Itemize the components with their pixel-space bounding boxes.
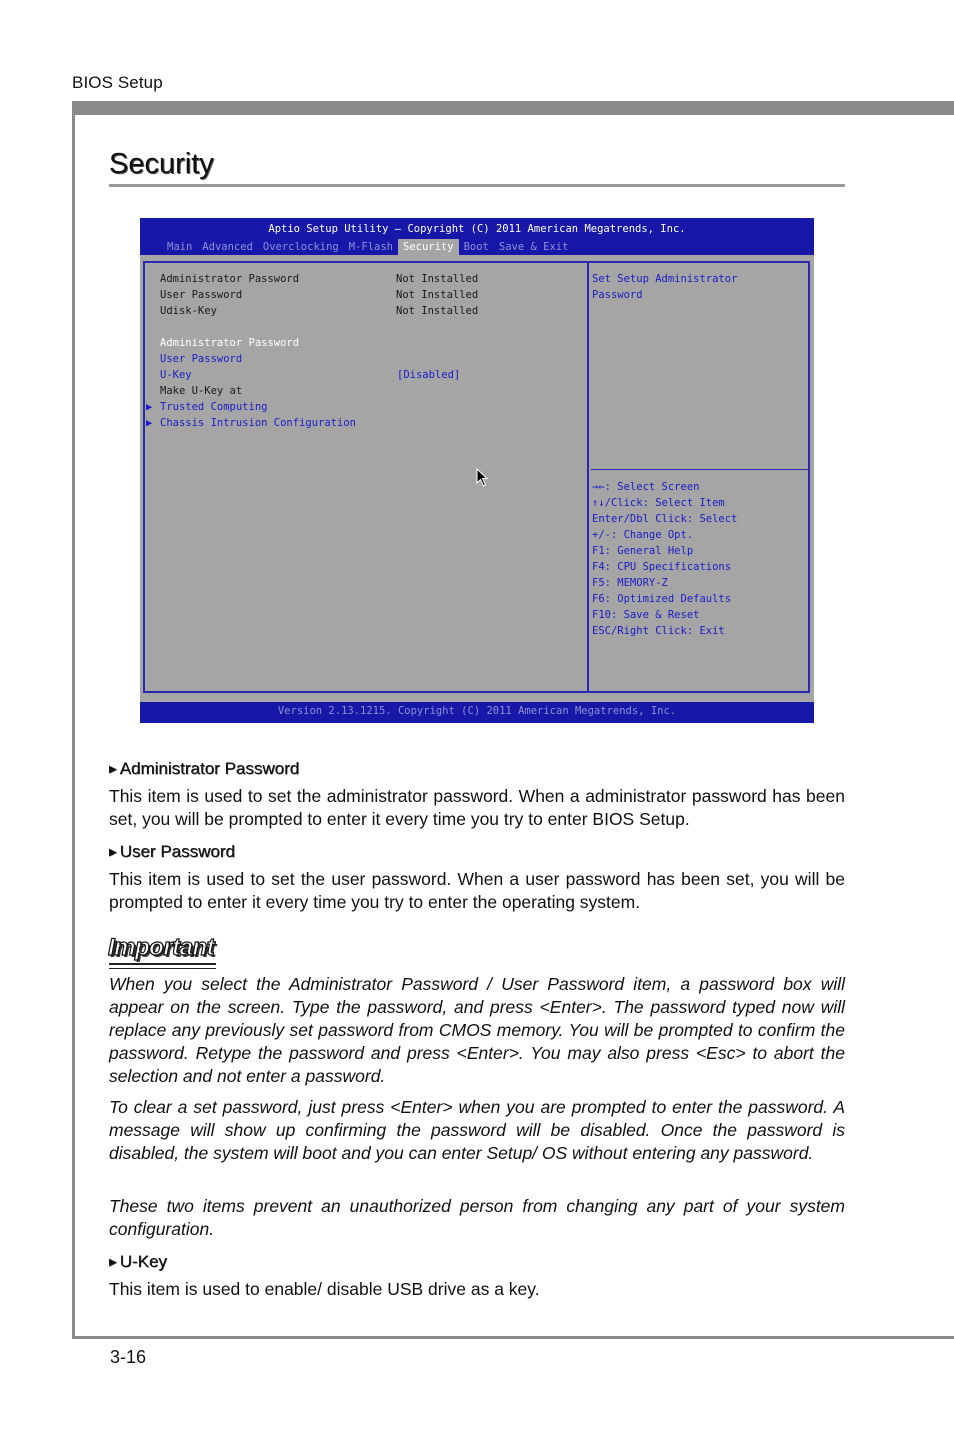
key-help-line: →←: Select Screen bbox=[592, 481, 700, 493]
item-heading-user: ▶ User Password bbox=[109, 842, 235, 861]
help-text-line: Set Setup Administrator bbox=[592, 273, 738, 285]
status-value-udisk: Not Installed bbox=[396, 305, 479, 317]
key-help-line: +/-: Change Opt. bbox=[592, 529, 694, 541]
key-help-line: F10: Save & Reset bbox=[592, 609, 700, 621]
option-ukey-value[interactable]: [Disabled] bbox=[397, 369, 461, 381]
tab-save-exit[interactable]: Save & Exit bbox=[498, 241, 569, 253]
running-header: BIOS Setup bbox=[72, 73, 163, 92]
bios-screenshot bbox=[140, 218, 814, 723]
tab-overclocking[interactable]: Overclocking bbox=[262, 241, 339, 253]
title-underline bbox=[109, 184, 845, 187]
important-underline bbox=[109, 968, 216, 969]
item-text-ukey: This item is used to enable/ disable USB drive as a key. bbox=[109, 1279, 540, 1299]
important-paragraph: To clear a set password, just press <Enter> when you are prompted to enter the password. A message will show up confirming the password will be disabled. Once the password is disabled, the system will boot and you can enter Setup/ OS without entering any password. bbox=[109, 1097, 845, 1163]
key-help-line: ↑↓/Click: Select Item bbox=[592, 497, 725, 509]
important-paragraph: When you select the Administrator Password / User Password item, a password box will appear on the screen. Type the password, and press <Enter>. The password typed now will replace any previously set password from CMOS memory. You will be prompted to confirm the password. Retype the password and press <Enter>. You may also press <Esc> to abort the selection and not enter a password. bbox=[109, 974, 845, 1086]
page-number: 3-16 bbox=[110, 1347, 147, 1367]
key-help-line: F5: MEMORY-Z bbox=[592, 577, 668, 589]
important-underline bbox=[109, 963, 216, 965]
bios-menu-bar bbox=[162, 239, 573, 255]
footer-rule bbox=[72, 1336, 954, 1339]
bullet-triangle-icon: ▶ bbox=[109, 764, 117, 775]
tab-m-flash[interactable]: M-Flash bbox=[348, 241, 393, 253]
bios-panel-divider bbox=[587, 261, 589, 693]
header-bar bbox=[72, 101, 954, 115]
submenu-arrow-icon: ▶ bbox=[146, 401, 153, 413]
option-admin-password[interactable]: Administrator Password bbox=[160, 337, 300, 349]
status-value-user: Not Installed bbox=[396, 289, 479, 301]
item-heading-ukey: ▶ U-Key bbox=[109, 1252, 167, 1271]
bios-status-bar bbox=[140, 702, 814, 723]
key-help-line: F6: Optimized Defaults bbox=[592, 593, 732, 605]
help-text-line: Password bbox=[592, 289, 643, 301]
option-make-ukey: Make U-Key at bbox=[160, 385, 243, 397]
tab-boot[interactable]: Boot bbox=[463, 241, 489, 253]
bios-copyright: Aptio Setup Utility – Copyright (C) 2011 American Megatrends, Inc. bbox=[268, 223, 686, 235]
option-ukey[interactable]: U-Key bbox=[160, 369, 192, 381]
section-title: Security bbox=[109, 148, 214, 180]
status-value-admin: Not Installed bbox=[396, 273, 479, 285]
tab-main[interactable]: Main bbox=[167, 241, 193, 253]
tab-security[interactable]: Security bbox=[398, 239, 459, 255]
mouse-cursor-icon bbox=[476, 468, 490, 488]
bios-help-divider bbox=[591, 469, 808, 470]
key-help-line: F4: CPU Specifications bbox=[592, 561, 732, 573]
status-label-user: User Password bbox=[160, 289, 243, 301]
status-label-admin: Administrator Password bbox=[160, 273, 300, 285]
item-text-user: This item is used to set the user password. When a user password has been set, you will be prompted to enter it every time you try to enter the operating system. bbox=[109, 869, 845, 912]
option-trusted-computing[interactable]: Trusted Computing bbox=[160, 401, 268, 413]
option-user-password[interactable]: User Password bbox=[160, 353, 243, 365]
key-help-line: Enter/Dbl Click: Select bbox=[592, 513, 738, 525]
key-help-line: ESC/Right Click: Exit bbox=[592, 625, 725, 637]
bullet-triangle-icon: ▶ bbox=[109, 847, 117, 858]
bios-title-bar bbox=[140, 218, 814, 255]
submenu-arrow-icon: ▶ bbox=[146, 417, 153, 429]
important-paragraph: These two items prevent an unauthorized person from changing any part of your system configuration. bbox=[109, 1196, 845, 1239]
item-heading-admin: ▶ Administrator Password bbox=[109, 759, 300, 778]
left-margin-rule bbox=[72, 101, 75, 1338]
important-label: Important bbox=[108, 934, 215, 961]
tab-advanced[interactable]: Advanced bbox=[202, 241, 253, 253]
bios-version: Version 2.13.1215. Copyright (C) 2011 American Megatrends, Inc. bbox=[277, 705, 677, 717]
status-label-udisk: Udisk-Key bbox=[160, 305, 217, 317]
option-chassis-intrusion[interactable]: Chassis Intrusion Configuration bbox=[160, 417, 356, 429]
key-help-line: F1: General Help bbox=[592, 545, 694, 557]
bullet-triangle-icon: ▶ bbox=[109, 1257, 117, 1268]
item-text-admin: This item is used to set the administrator password. When a administrator password has been set, you will be prompted to enter it every time you try to enter BIOS Setup. bbox=[109, 786, 845, 829]
